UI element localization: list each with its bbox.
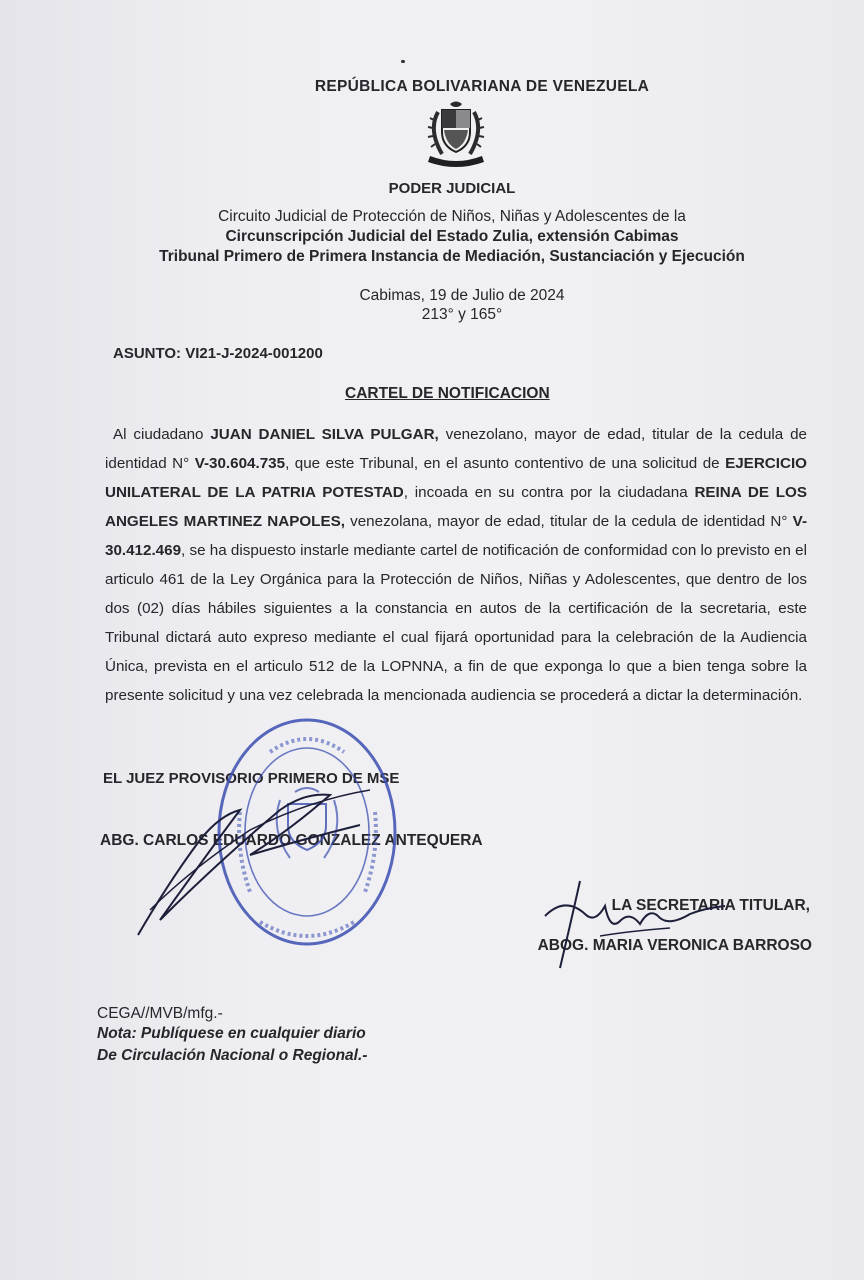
- body-text-3: , que este Tribunal, en el asunto contentivo de una solicitud de: [285, 455, 726, 472]
- circuit-line-3: Tribunal Primero de Primera Instancia de Mediación, Sustanciación y Ejecución: [159, 248, 745, 265]
- body-text-5: venezolana, mayor de edad, titular de la cedula de identidad N°: [344, 513, 793, 530]
- recipient-id: V-30.604.735: [194, 455, 286, 472]
- judge-title: EL JUEZ PROVISORIO PRIMERO DE MSE: [103, 770, 400, 787]
- case-type: EJERCICIO UNILATERAL DE LA PATRIA POTESTAD: [105, 455, 807, 501]
- publication-note-1: Nota: Publíquese en cualquier diario: [97, 1025, 366, 1042]
- years-line: 213° y 165°: [421, 306, 503, 323]
- secretary-title: LA SECRETARIA TITULAR,: [611, 897, 810, 914]
- body-text-4: , incoada en su contra por la ciudadana: [403, 484, 695, 501]
- body-text-2: venezolano, mayor de edad, titular de la cedula de identidad N°: [105, 426, 807, 472]
- paper-speck: [401, 60, 405, 63]
- circuit-line-1: Circuito Judicial de Protección de Niños, Niñas y Adolescentes de la: [218, 208, 686, 225]
- recipient-name: JUAN DANIEL SILVA PULGAR,: [210, 426, 439, 443]
- coat-of-arms-icon: [420, 98, 492, 170]
- notice-body: [105, 420, 807, 710]
- place-date: Cabimas, 19 de Julio de 2024: [359, 287, 565, 304]
- judge-name: ABG. CARLOS EDUARDO GONZALEZ ANTEQUERA: [100, 832, 483, 849]
- claimant-id: V-30.412.469: [105, 513, 808, 559]
- notice-paragraph: [105, 420, 807, 710]
- reference-initials: CEGA//MVB/mfg.-: [97, 1005, 223, 1022]
- notice-title: CARTEL DE NOTIFICACION: [345, 385, 550, 402]
- judge-signature: [130, 770, 380, 940]
- secretary-signature: [540, 876, 730, 976]
- republic-heading: REPÚBLICA BOLIVARIANA DE VENEZUELA: [314, 78, 650, 95]
- case-subject: ASUNTO: VI21-J-2024-001200: [113, 345, 323, 362]
- secretary-name: ABOG. MARIA VERONICA BARROSO: [537, 937, 812, 954]
- publication-note-2: De Circulación Nacional o Regional.-: [97, 1047, 368, 1064]
- body-text-1: Al ciudadano: [113, 426, 211, 443]
- body-text-6: , se ha dispuesto instarle mediante cartel de notificación de conformidad con lo previsto en el articulo 461 de la Ley Orgánica para la Protección de Niños, Niñas y Adolescentes, que dentro de los dos (02) días hábiles siguientes a la constancia en autos de la certificación de la secretaria, este Tribunal dictará auto expreso mediante el cual fijará oportunidad para la celebración de la Audiencia Única, prevista en el articulo 512 de la LOPNNA, a fin de que exponga lo que a bien tenga sobre la presente solicitud y una vez celebrada la mencionada audiencia se procederá a dictar la determinación.: [105, 542, 807, 704]
- institution-heading: PODER JUDICIAL: [388, 180, 516, 197]
- circuit-line-2: Circunscripción Judicial del Estado Zulia, extensión Cabimas: [225, 228, 679, 245]
- claimant-name: REINA DE LOS ANGELES MARTINEZ NAPOLES,: [105, 484, 807, 530]
